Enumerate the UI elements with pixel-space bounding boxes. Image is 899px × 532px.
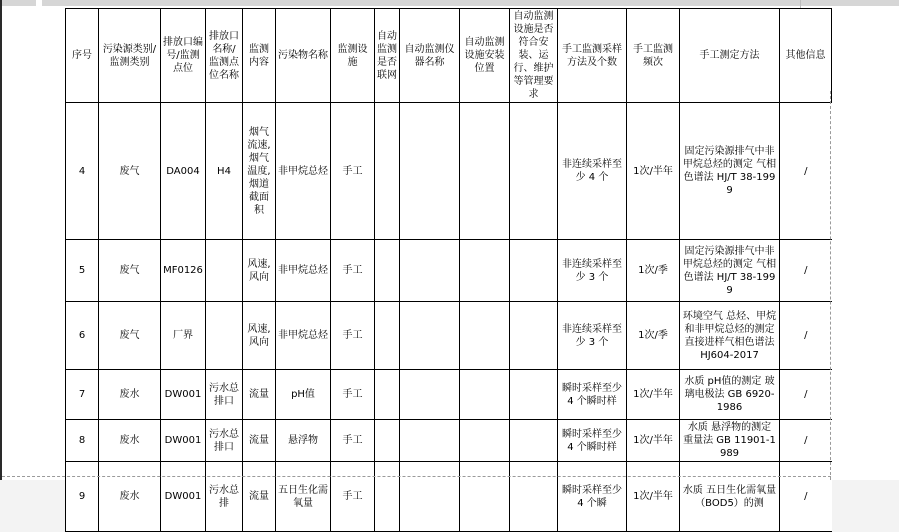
cell-auto-compliance (510, 420, 558, 462)
header-cell-manual-method: 手工测定方法 (680, 9, 780, 103)
cell-manual-sampling: 瞬时采样至少 4 个瞬 (558, 462, 627, 532)
cell-other-info: / (780, 462, 832, 532)
cell-outlet-name: 污水总排口 (206, 370, 243, 420)
cell-other-info: / (780, 302, 832, 370)
cell-other-info: / (780, 370, 832, 420)
header-cell-outlet-code: 排放口编号/监测点位 (161, 9, 206, 103)
top-strip-cell-gap (36, 0, 42, 6)
cell-auto-instrument (400, 462, 460, 532)
cell-outlet-code: DA004 (161, 103, 206, 240)
cell-no: 9 (66, 462, 99, 532)
cell-auto-compliance (510, 103, 558, 240)
cell-no: 7 (66, 370, 99, 420)
cell-monitor-facility: 手工 (331, 302, 375, 370)
cell-auto-networked (375, 370, 400, 420)
cell-no: 8 (66, 420, 99, 462)
cell-manual-frequency: 1次/半年 (627, 420, 680, 462)
cell-manual-frequency: 1次/季 (627, 240, 680, 302)
cell-no: 6 (66, 302, 99, 370)
cell-monitor-content: 流量 (243, 420, 276, 462)
cell-pollutant-name: 五日生化需氧量 (276, 462, 331, 532)
cell-monitor-content: 流量 (243, 462, 276, 532)
header-cell-manual-sampling: 手工监测采样方法及个数 (558, 9, 627, 103)
cell-auto-instrument (400, 420, 460, 462)
cell-source-category: 废水 (99, 370, 161, 420)
cell-source-category: 废水 (99, 420, 161, 462)
cell-outlet-name: H4 (206, 103, 243, 240)
cell-auto-instrument (400, 302, 460, 370)
cell-outlet-code: DW001 (161, 370, 206, 420)
cell-auto-networked (375, 302, 400, 370)
page-break-horizontal-dashed (2, 476, 831, 477)
cell-pollutant-name: pH值 (276, 370, 331, 420)
window-left-edge (0, 0, 2, 480)
cell-auto-instrument (400, 240, 460, 302)
cell-manual-sampling: 非连续采样至少 4 个 (558, 103, 627, 240)
cell-auto-location (460, 370, 510, 420)
table-header (66, 9, 832, 103)
cell-auto-location (460, 103, 510, 240)
monitoring-table (65, 8, 832, 532)
header-row (66, 9, 832, 103)
cell-auto-instrument (400, 370, 460, 420)
cell-source-category: 废气 (99, 302, 161, 370)
cell-auto-location (460, 420, 510, 462)
header-cell-auto-location: 自动监测设施安装位置 (460, 9, 510, 103)
cell-auto-compliance (510, 240, 558, 302)
cell-manual-sampling: 瞬时采样至少 4 个瞬时样 (558, 370, 627, 420)
cell-auto-location (460, 240, 510, 302)
cell-no: 5 (66, 240, 99, 302)
header-cell-other-info: 其他信息 (780, 9, 832, 103)
cell-manual-frequency: 1次/季 (627, 302, 680, 370)
header-cell-outlet-name: 排放口名称/监测点位名称 (206, 9, 243, 103)
cell-outlet-name (206, 240, 243, 302)
cell-outlet-code: DW001 (161, 420, 206, 462)
cell-manual-method: 水质 悬浮物的测定 重量法 GB 11901-1989 (680, 420, 780, 462)
cell-manual-sampling: 非连续采样至少 3 个 (558, 240, 627, 302)
table-row (66, 240, 832, 302)
cell-source-category: 废气 (99, 103, 161, 240)
cell-other-info: / (780, 240, 832, 302)
cell-manual-sampling: 瞬时采样至少 4 个瞬时样 (558, 420, 627, 462)
header-cell-pollutant-name: 污染物名称 (276, 9, 331, 103)
header-cell-auto-compliance: 自动监测设施是否符合安装、运行、维护等管理要求 (510, 9, 558, 103)
cell-manual-method: 水质 五日生化需氧量（BOD5）的测 (680, 462, 780, 532)
table-row (66, 302, 832, 370)
page-break-vertical-dashed (830, 91, 831, 480)
cell-monitor-content: 风速,风向 (243, 302, 276, 370)
cell-outlet-name (206, 302, 243, 370)
cell-pollutant-name: 非甲烷总烃 (276, 103, 331, 240)
header-cell-monitor-content: 监测内容 (243, 9, 276, 103)
cell-auto-networked (375, 420, 400, 462)
cell-monitor-facility: 手工 (331, 103, 375, 240)
cell-monitor-facility: 手工 (331, 462, 375, 532)
cell-auto-location (460, 462, 510, 532)
header-cell-no: 序号 (66, 9, 99, 103)
header-cell-source-category: 污染源类别/监测类别 (99, 9, 161, 103)
cell-pollutant-name: 非甲烷总烃 (276, 302, 331, 370)
table-row (66, 370, 832, 420)
cell-auto-networked (375, 462, 400, 532)
cell-auto-instrument (400, 103, 460, 240)
table-row (66, 420, 832, 462)
cell-manual-frequency: 1次/半年 (627, 370, 680, 420)
cell-auto-compliance (510, 462, 558, 532)
header-cell-manual-frequency: 手工监测频次 (627, 9, 680, 103)
header-cell-auto-networked: 自动监测是否联网 (375, 9, 400, 103)
cell-monitor-content: 风速,风向 (243, 240, 276, 302)
cell-manual-method: 固定污染源排气中非甲烷总烃的测定 气相色谱法 HJ/T 38-1999 (680, 240, 780, 302)
cell-manual-sampling: 非连续采样至少 3 个 (558, 302, 627, 370)
cell-auto-networked (375, 103, 400, 240)
cell-monitor-facility: 手工 (331, 370, 375, 420)
cell-monitor-facility: 手工 (331, 240, 375, 302)
cell-monitor-content: 流量 (243, 370, 276, 420)
cell-manual-method: 固定污染源排气中非甲烷总烃的测定 气相色谱法 HJ/T 38-1999 (680, 103, 780, 240)
cell-pollutant-name: 非甲烷总烃 (276, 240, 331, 302)
cell-other-info: / (780, 420, 832, 462)
cell-outlet-code: 厂界 (161, 302, 206, 370)
cell-outlet-code: MF0126 (161, 240, 206, 302)
cell-outlet-code: DW001 (161, 462, 206, 532)
table-row (66, 103, 832, 240)
header-cell-auto-instrument: 自动监测仪器名称 (400, 9, 460, 103)
cell-other-info: / (780, 103, 832, 240)
cell-no: 4 (66, 103, 99, 240)
cell-source-category: 废水 (99, 462, 161, 532)
cell-manual-method: 水质 pH值的测定 玻璃电极法 GB 6920-1986 (680, 370, 780, 420)
cell-outlet-name: 污水总排 (206, 462, 243, 532)
cell-monitor-facility: 手工 (331, 420, 375, 462)
cell-pollutant-name: 悬浮物 (276, 420, 331, 462)
cell-auto-compliance (510, 370, 558, 420)
cell-manual-frequency: 1次/半年 (627, 462, 680, 532)
cell-auto-location (460, 302, 510, 370)
top-gray-strip (0, 0, 899, 6)
header-cell-monitor-facility: 监测设施 (331, 9, 375, 103)
table-row (66, 462, 832, 532)
cell-source-category: 废气 (99, 240, 161, 302)
cell-manual-method: 环境空气 总烃、甲烷和非甲烷总烃的测定 直接进样气相色谱法 HJ604-2017 (680, 302, 780, 370)
cell-auto-compliance (510, 302, 558, 370)
cell-monitor-content: 烟气流速,烟气温度,烟道截面积 (243, 103, 276, 240)
cell-outlet-name: 污水总排口 (206, 420, 243, 462)
cell-manual-frequency: 1次/半年 (627, 103, 680, 240)
cell-auto-networked (375, 240, 400, 302)
table-body (66, 103, 832, 532)
